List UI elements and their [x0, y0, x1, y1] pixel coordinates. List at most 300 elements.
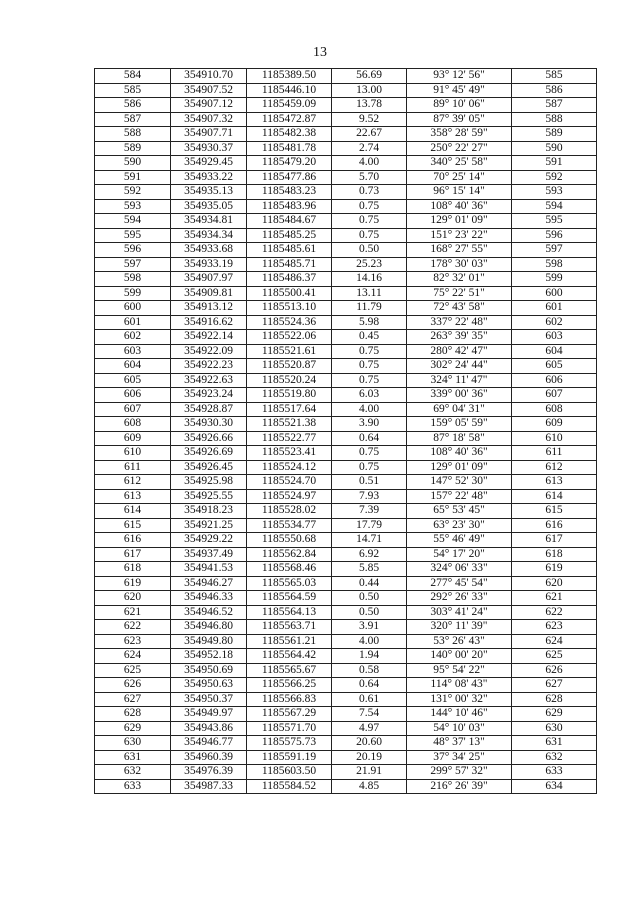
y-coordinate-cell: 1185477.86 [247, 170, 332, 185]
bearing-cell: 96° 15' 14" [407, 185, 512, 200]
next-point-cell: 592 [512, 170, 597, 185]
y-coordinate-cell: 1185523.41 [247, 446, 332, 461]
distance-cell: 56.69 [332, 69, 407, 84]
table-row [95, 750, 597, 765]
point-id-cell: 595 [95, 228, 171, 243]
table-row [95, 591, 597, 606]
x-coordinate-cell: 354907.97 [171, 272, 247, 287]
x-coordinate-cell: 354925.55 [171, 489, 247, 504]
x-coordinate-cell: 354950.63 [171, 678, 247, 693]
table-row [95, 707, 597, 722]
next-point-cell: 596 [512, 228, 597, 243]
table-row [95, 359, 597, 374]
table-row [95, 649, 597, 664]
distance-cell: 22.67 [332, 127, 407, 142]
next-point-cell: 616 [512, 518, 597, 533]
next-point-cell: 593 [512, 185, 597, 200]
distance-cell: 4.97 [332, 721, 407, 736]
y-coordinate-cell: 1185564.42 [247, 649, 332, 664]
x-coordinate-cell: 354929.22 [171, 533, 247, 548]
distance-cell: 14.71 [332, 533, 407, 548]
y-coordinate-cell: 1185479.20 [247, 156, 332, 171]
distance-cell: 0.50 [332, 591, 407, 606]
coordinate-table [94, 68, 597, 794]
distance-cell: 0.75 [332, 359, 407, 374]
point-id-cell: 613 [95, 489, 171, 504]
y-coordinate-cell: 1185528.02 [247, 504, 332, 519]
x-coordinate-cell: 354930.37 [171, 141, 247, 156]
point-id-cell: 610 [95, 446, 171, 461]
distance-cell: 4.00 [332, 402, 407, 417]
point-id-cell: 624 [95, 649, 171, 664]
bearing-cell: 324° 06' 33" [407, 562, 512, 577]
y-coordinate-cell: 1185603.50 [247, 765, 332, 780]
next-point-cell: 613 [512, 475, 597, 490]
table-row [95, 272, 597, 287]
distance-cell: 7.39 [332, 504, 407, 519]
y-coordinate-cell: 1185562.84 [247, 547, 332, 562]
x-coordinate-cell: 354926.45 [171, 460, 247, 475]
bearing-cell: 131° 00' 32" [407, 692, 512, 707]
x-coordinate-cell: 354960.39 [171, 750, 247, 765]
distance-cell: 0.75 [332, 199, 407, 214]
bearing-cell: 151° 23' 22" [407, 228, 512, 243]
y-coordinate-cell: 1185389.50 [247, 69, 332, 84]
y-coordinate-cell: 1185524.36 [247, 315, 332, 330]
bearing-cell: 75° 22' 51" [407, 286, 512, 301]
y-coordinate-cell: 1185520.24 [247, 373, 332, 388]
next-point-cell: 629 [512, 707, 597, 722]
distance-cell: 2.74 [332, 141, 407, 156]
y-coordinate-cell: 1185485.61 [247, 243, 332, 258]
point-id-cell: 626 [95, 678, 171, 693]
distance-cell: 0.75 [332, 228, 407, 243]
bearing-cell: 89° 10' 06" [407, 98, 512, 113]
y-coordinate-cell: 1185485.71 [247, 257, 332, 272]
y-coordinate-cell: 1185472.87 [247, 112, 332, 127]
distance-cell: 13.00 [332, 83, 407, 98]
bearing-cell: 72° 43' 58" [407, 301, 512, 316]
x-coordinate-cell: 354935.13 [171, 185, 247, 200]
x-coordinate-cell: 354941.53 [171, 562, 247, 577]
y-coordinate-cell: 1185520.87 [247, 359, 332, 374]
x-coordinate-cell: 354933.22 [171, 170, 247, 185]
bearing-cell: 87° 18' 58" [407, 431, 512, 446]
x-coordinate-cell: 354913.12 [171, 301, 247, 316]
y-coordinate-cell: 1185567.29 [247, 707, 332, 722]
y-coordinate-cell: 1185565.67 [247, 663, 332, 678]
next-point-cell: 612 [512, 460, 597, 475]
distance-cell: 0.64 [332, 678, 407, 693]
bearing-cell: 144° 10' 46" [407, 707, 512, 722]
x-coordinate-cell: 354907.52 [171, 83, 247, 98]
point-id-cell: 596 [95, 243, 171, 258]
point-id-cell: 593 [95, 199, 171, 214]
table-row [95, 199, 597, 214]
next-point-cell: 634 [512, 779, 597, 794]
x-coordinate-cell: 354926.66 [171, 431, 247, 446]
point-id-cell: 618 [95, 562, 171, 577]
distance-cell: 0.45 [332, 330, 407, 345]
next-point-cell: 585 [512, 69, 597, 84]
y-coordinate-cell: 1185550.68 [247, 533, 332, 548]
y-coordinate-cell: 1185513.10 [247, 301, 332, 316]
point-id-cell: 625 [95, 663, 171, 678]
bearing-cell: 157° 22' 48" [407, 489, 512, 504]
y-coordinate-cell: 1185524.97 [247, 489, 332, 504]
bearing-cell: 302° 24' 44" [407, 359, 512, 374]
bearing-cell: 277° 45' 54" [407, 576, 512, 591]
table-row [95, 562, 597, 577]
y-coordinate-cell: 1185524.12 [247, 460, 332, 475]
bearing-cell: 159° 05' 59" [407, 417, 512, 432]
x-coordinate-cell: 354946.52 [171, 605, 247, 620]
table-row [95, 446, 597, 461]
next-point-cell: 624 [512, 634, 597, 649]
next-point-cell: 591 [512, 156, 597, 171]
next-point-cell: 611 [512, 446, 597, 461]
y-coordinate-cell: 1185566.83 [247, 692, 332, 707]
distance-cell: 9.52 [332, 112, 407, 127]
y-coordinate-cell: 1185482.38 [247, 127, 332, 142]
table-row [95, 605, 597, 620]
distance-cell: 0.75 [332, 460, 407, 475]
distance-cell: 5.98 [332, 315, 407, 330]
y-coordinate-cell: 1185561.21 [247, 634, 332, 649]
distance-cell: 13.78 [332, 98, 407, 113]
bearing-cell: 303° 41' 24" [407, 605, 512, 620]
point-id-cell: 591 [95, 170, 171, 185]
distance-cell: 20.19 [332, 750, 407, 765]
y-coordinate-cell: 1185571.70 [247, 721, 332, 736]
distance-cell: 0.61 [332, 692, 407, 707]
bearing-cell: 140° 00' 20" [407, 649, 512, 664]
point-id-cell: 589 [95, 141, 171, 156]
table-row [95, 576, 597, 591]
x-coordinate-cell: 354922.23 [171, 359, 247, 374]
y-coordinate-cell: 1185522.06 [247, 330, 332, 345]
table-row [95, 779, 597, 794]
next-point-cell: 597 [512, 243, 597, 258]
next-point-cell: 623 [512, 620, 597, 635]
point-id-cell: 627 [95, 692, 171, 707]
x-coordinate-cell: 354949.80 [171, 634, 247, 649]
next-point-cell: 610 [512, 431, 597, 446]
distance-cell: 0.50 [332, 605, 407, 620]
bearing-cell: 108° 40' 36" [407, 446, 512, 461]
next-point-cell: 626 [512, 663, 597, 678]
next-point-cell: 600 [512, 286, 597, 301]
bearing-cell: 168° 27' 55" [407, 243, 512, 258]
point-id-cell: 628 [95, 707, 171, 722]
table-row [95, 402, 597, 417]
next-point-cell: 586 [512, 83, 597, 98]
bearing-cell: 147° 52' 30" [407, 475, 512, 490]
bearing-cell: 69° 04' 31" [407, 402, 512, 417]
point-id-cell: 617 [95, 547, 171, 562]
next-point-cell: 615 [512, 504, 597, 519]
table-row [95, 692, 597, 707]
table-row [95, 388, 597, 403]
page-number: 13 [313, 45, 327, 60]
point-id-cell: 623 [95, 634, 171, 649]
point-id-cell: 601 [95, 315, 171, 330]
next-point-cell: 603 [512, 330, 597, 345]
table-row [95, 301, 597, 316]
table-row [95, 634, 597, 649]
bearing-cell: 299° 57' 32" [407, 765, 512, 780]
point-id-cell: 612 [95, 475, 171, 490]
point-id-cell: 614 [95, 504, 171, 519]
x-coordinate-cell: 354946.77 [171, 736, 247, 751]
x-coordinate-cell: 354907.12 [171, 98, 247, 113]
next-point-cell: 605 [512, 359, 597, 374]
table-row [95, 547, 597, 562]
x-coordinate-cell: 354976.39 [171, 765, 247, 780]
distance-cell: 25.23 [332, 257, 407, 272]
bearing-cell: 65° 53' 45" [407, 504, 512, 519]
table-row [95, 228, 597, 243]
table-row [95, 620, 597, 635]
table-row [95, 112, 597, 127]
distance-cell: 13.11 [332, 286, 407, 301]
y-coordinate-cell: 1185519.80 [247, 388, 332, 403]
next-point-cell: 627 [512, 678, 597, 693]
table-row [95, 518, 597, 533]
bearing-cell: 55° 46' 49" [407, 533, 512, 548]
next-point-cell: 632 [512, 750, 597, 765]
table-row [95, 98, 597, 113]
distance-cell: 21.91 [332, 765, 407, 780]
point-id-cell: 606 [95, 388, 171, 403]
table-row [95, 243, 597, 258]
point-id-cell: 632 [95, 765, 171, 780]
bearing-cell: 95° 54' 22" [407, 663, 512, 678]
next-point-cell: 631 [512, 736, 597, 751]
bearing-cell: 292° 26' 33" [407, 591, 512, 606]
distance-cell: 3.91 [332, 620, 407, 635]
x-coordinate-cell: 354946.80 [171, 620, 247, 635]
point-id-cell: 629 [95, 721, 171, 736]
bearing-cell: 129° 01' 09" [407, 214, 512, 229]
y-coordinate-cell: 1185591.19 [247, 750, 332, 765]
next-point-cell: 601 [512, 301, 597, 316]
distance-cell: 11.79 [332, 301, 407, 316]
bearing-cell: 263° 39' 35" [407, 330, 512, 345]
x-coordinate-cell: 354926.69 [171, 446, 247, 461]
y-coordinate-cell: 1185564.59 [247, 591, 332, 606]
distance-cell: 0.75 [332, 344, 407, 359]
distance-cell: 0.75 [332, 373, 407, 388]
x-coordinate-cell: 354950.37 [171, 692, 247, 707]
x-coordinate-cell: 354921.25 [171, 518, 247, 533]
next-point-cell: 630 [512, 721, 597, 736]
y-coordinate-cell: 1185459.09 [247, 98, 332, 113]
point-id-cell: 592 [95, 185, 171, 200]
x-coordinate-cell: 354943.86 [171, 721, 247, 736]
point-id-cell: 615 [95, 518, 171, 533]
y-coordinate-cell: 1185481.78 [247, 141, 332, 156]
table-row [95, 736, 597, 751]
x-coordinate-cell: 354907.32 [171, 112, 247, 127]
next-point-cell: 619 [512, 562, 597, 577]
bearing-cell: 339° 00' 36" [407, 388, 512, 403]
bearing-cell: 250° 22' 27" [407, 141, 512, 156]
distance-cell: 0.51 [332, 475, 407, 490]
table-row [95, 431, 597, 446]
x-coordinate-cell: 354918.23 [171, 504, 247, 519]
distance-cell: 0.73 [332, 185, 407, 200]
y-coordinate-cell: 1185584.52 [247, 779, 332, 794]
point-id-cell: 608 [95, 417, 171, 432]
table-row [95, 460, 597, 475]
table-row [95, 533, 597, 548]
distance-cell: 0.58 [332, 663, 407, 678]
point-id-cell: 590 [95, 156, 171, 171]
table-row [95, 330, 597, 345]
next-point-cell: 606 [512, 373, 597, 388]
x-coordinate-cell: 354952.18 [171, 649, 247, 664]
y-coordinate-cell: 1185563.71 [247, 620, 332, 635]
next-point-cell: 620 [512, 576, 597, 591]
x-coordinate-cell: 354922.09 [171, 344, 247, 359]
next-point-cell: 588 [512, 112, 597, 127]
table-row [95, 765, 597, 780]
x-coordinate-cell: 354946.33 [171, 591, 247, 606]
point-id-cell: 600 [95, 301, 171, 316]
point-id-cell: 586 [95, 98, 171, 113]
table-row [95, 141, 597, 156]
next-point-cell: 587 [512, 98, 597, 113]
bearing-cell: 108° 40' 36" [407, 199, 512, 214]
x-coordinate-cell: 354946.27 [171, 576, 247, 591]
x-coordinate-cell: 354937.49 [171, 547, 247, 562]
x-coordinate-cell: 354933.68 [171, 243, 247, 258]
next-point-cell: 621 [512, 591, 597, 606]
bearing-cell: 37° 34' 25" [407, 750, 512, 765]
table-row [95, 475, 597, 490]
y-coordinate-cell: 1185483.23 [247, 185, 332, 200]
next-point-cell: 604 [512, 344, 597, 359]
next-point-cell: 608 [512, 402, 597, 417]
next-point-cell: 598 [512, 257, 597, 272]
next-point-cell: 622 [512, 605, 597, 620]
next-point-cell: 633 [512, 765, 597, 780]
point-id-cell: 607 [95, 402, 171, 417]
bearing-cell: 280° 42' 47" [407, 344, 512, 359]
x-coordinate-cell: 354935.05 [171, 199, 247, 214]
point-id-cell: 633 [95, 779, 171, 794]
x-coordinate-cell: 354949.97 [171, 707, 247, 722]
bearing-cell: 82° 32' 01" [407, 272, 512, 287]
y-coordinate-cell: 1185568.46 [247, 562, 332, 577]
bearing-cell: 54° 10' 03" [407, 721, 512, 736]
bearing-cell: 178° 30' 03" [407, 257, 512, 272]
distance-cell: 6.03 [332, 388, 407, 403]
x-coordinate-cell: 354934.81 [171, 214, 247, 229]
distance-cell: 0.50 [332, 243, 407, 258]
point-id-cell: 588 [95, 127, 171, 142]
bearing-cell: 129° 01' 09" [407, 460, 512, 475]
distance-cell: 0.75 [332, 214, 407, 229]
bearing-cell: 53° 26' 43" [407, 634, 512, 649]
point-id-cell: 611 [95, 460, 171, 475]
bearing-cell: 337° 22' 48" [407, 315, 512, 330]
bearing-cell: 216° 26' 39" [407, 779, 512, 794]
point-id-cell: 599 [95, 286, 171, 301]
distance-cell: 4.85 [332, 779, 407, 794]
distance-cell: 5.85 [332, 562, 407, 577]
distance-cell: 0.44 [332, 576, 407, 591]
table-row [95, 214, 597, 229]
point-id-cell: 620 [95, 591, 171, 606]
point-id-cell: 598 [95, 272, 171, 287]
table-row [95, 286, 597, 301]
bearing-cell: 87° 39' 05" [407, 112, 512, 127]
x-coordinate-cell: 354930.30 [171, 417, 247, 432]
y-coordinate-cell: 1185521.38 [247, 417, 332, 432]
table-body [95, 69, 597, 794]
point-id-cell: 619 [95, 576, 171, 591]
table-row [95, 721, 597, 736]
distance-cell: 4.00 [332, 634, 407, 649]
point-id-cell: 630 [95, 736, 171, 751]
y-coordinate-cell: 1185517.64 [247, 402, 332, 417]
next-point-cell: 607 [512, 388, 597, 403]
point-id-cell: 605 [95, 373, 171, 388]
next-point-cell: 617 [512, 533, 597, 548]
point-id-cell: 631 [95, 750, 171, 765]
bearing-cell: 324° 11' 47" [407, 373, 512, 388]
bearing-cell: 48° 37' 13" [407, 736, 512, 751]
bearing-cell: 358° 28' 59" [407, 127, 512, 142]
next-point-cell: 625 [512, 649, 597, 664]
bearing-cell: 70° 25' 14" [407, 170, 512, 185]
table-row [95, 315, 597, 330]
bearing-cell: 93° 12' 56" [407, 69, 512, 84]
next-point-cell: 628 [512, 692, 597, 707]
point-id-cell: 603 [95, 344, 171, 359]
x-coordinate-cell: 354934.34 [171, 228, 247, 243]
table-row [95, 373, 597, 388]
y-coordinate-cell: 1185485.25 [247, 228, 332, 243]
x-coordinate-cell: 354916.62 [171, 315, 247, 330]
next-point-cell: 609 [512, 417, 597, 432]
y-coordinate-cell: 1185483.96 [247, 199, 332, 214]
x-coordinate-cell: 354923.24 [171, 388, 247, 403]
y-coordinate-cell: 1185575.73 [247, 736, 332, 751]
next-point-cell: 618 [512, 547, 597, 562]
table-row [95, 678, 597, 693]
next-point-cell: 614 [512, 489, 597, 504]
next-point-cell: 595 [512, 214, 597, 229]
table-row [95, 257, 597, 272]
y-coordinate-cell: 1185566.25 [247, 678, 332, 693]
point-id-cell: 622 [95, 620, 171, 635]
point-id-cell: 597 [95, 257, 171, 272]
distance-cell: 4.00 [332, 156, 407, 171]
distance-cell: 0.75 [332, 446, 407, 461]
bearing-cell: 340° 25' 58" [407, 156, 512, 171]
distance-cell: 1.94 [332, 649, 407, 664]
point-id-cell: 585 [95, 83, 171, 98]
distance-cell: 3.90 [332, 417, 407, 432]
next-point-cell: 589 [512, 127, 597, 142]
point-id-cell: 621 [95, 605, 171, 620]
x-coordinate-cell: 354933.19 [171, 257, 247, 272]
distance-cell: 7.93 [332, 489, 407, 504]
bearing-cell: 54° 17' 20" [407, 547, 512, 562]
